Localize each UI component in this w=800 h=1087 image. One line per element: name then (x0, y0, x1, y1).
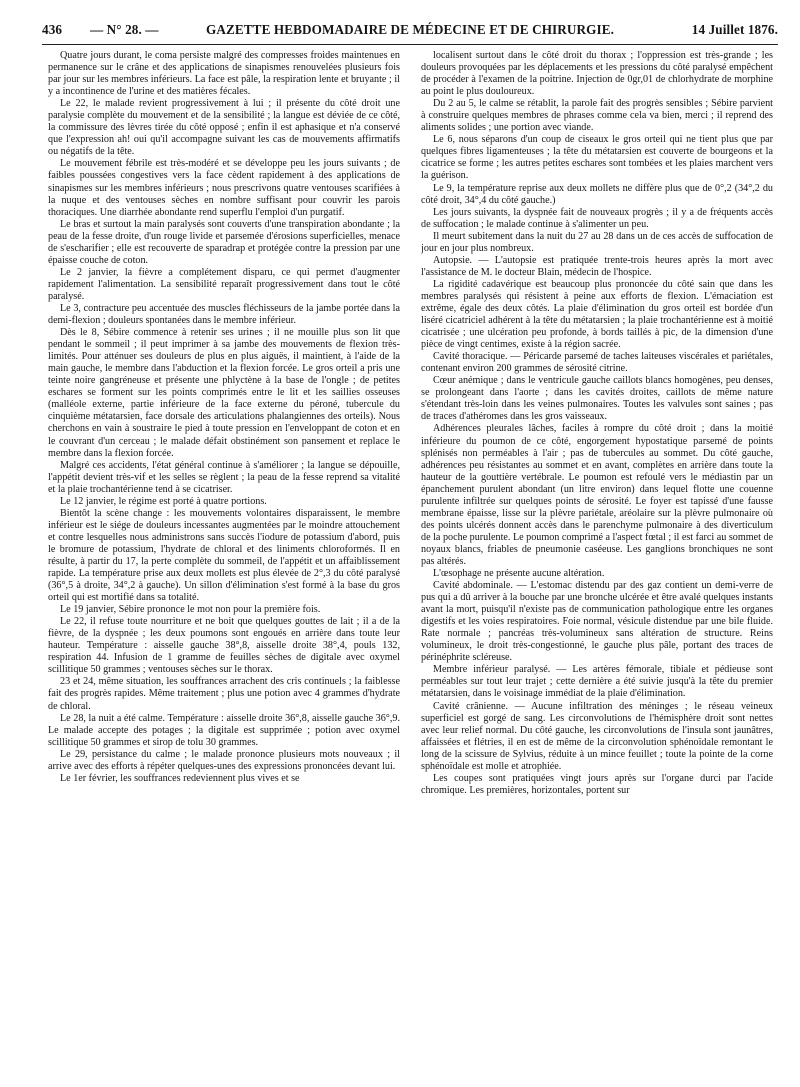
paragraph: Le 6, nous séparons d'un coup de ciseaux le gros orteil qui ne tient plus que par quelques fibres ligamenteuses ; la tête du métatarsien est couverte de bourgeons et la cicatrice se forme ; les autres petites eschares sont tombées et les plaies marchent vers la guérison. (421, 134, 773, 182)
paragraph: Le 3, contracture peu accentuée des muscles fléchisseurs de la jambe portée dans la demi-flexion ; douleurs spontanées dans le membre inférieur. (48, 302, 400, 327)
issue-date: 14 Juillet 1876. (691, 22, 778, 37)
paragraph: Le 2 janvier, la fièvre a complétement disparu, ce qui permet d'augmenter rapidement l'alimentation. La sensibilité reparaît progressivement dans tout le côté paralysé. (48, 266, 400, 302)
paragraph: Il meurt subitement dans la nuit du 27 au 28 dans un de ces accès de suffocation de jour en jour plus nombreux. (421, 230, 773, 254)
paragraph: Autopsie. — L'autopsie est pratiquée trente-trois heures après la mort avec l'assistance de M. le docteur Blain, médecin de l'hospice. (421, 254, 773, 278)
header-rule (42, 44, 778, 45)
paragraph: Le 1er février, les souffrances redeviennent plus vives et se (60, 772, 300, 784)
paragraph: Le 22, le malade revient progressivement à lui ; il présente du côté droit une paralysie complète du mouvement et de la sensibilité ; la langue est déviée de ce côté, la commissure des lèvres tirée du côté opposé ; enfin il est aphasique et n'a conservé que l'expression ah! oui qu'il accompagne suivant les cas de mouvements affirmatifs ou négatifs de la tête. (48, 98, 400, 158)
paragraph: La rigidité cadavérique est beaucoup plus prononcée du côté sain que dans les membres paralysés qui résistent à peine aux efforts de flexion. L'émaciation est extrême, égale des deux côtés. La plaie d'élimination du gros orteil est bordée d'un liséré cicatriciel adhérent à la tête du métatarsien ; la plaie trochantérienne est à moitié cicatrisée ; une ulcération peu profonde, à bords taillés à pic, de la dimension d'une pièce de vingt centimes, existe à la région sacrée. (421, 278, 773, 351)
paragraph: Bientôt la scène change : les mouvements volontaires disparaissent, le membre inférieur est le siége de douleurs incessantes augmentées par le moindre attouchement et contre lesquelles nous administrons sans succès l'iodure de potassium d'abord, puis le bromure de potassium, l'hydrate de chloral et des liniments chloroformés. Il en résulte, à partir du 17, la perte complète du sommeil, de l'appétit et un affaiblissement rapide. La température prise aux deux mollets est plus élevée de 2°,3 du côté paralysé (36°,5 à droite, 34°,2 à gauche). Un sillon d'élimination s'est formé à la base du gros orteil qui est mortifié dans sa totalité. (48, 507, 400, 604)
paragraph: Du 2 au 5, le calme se rétablit, la parole fait des progrès sensibles ; Sébire parvient à construire quelques membres de phrases comme cela va bien, merci ; il reprend des aliments solides ; une portion avec viande. (421, 98, 773, 134)
paragraph: Cavité abdominale. — L'estomac distendu par des gaz contient un demi-verre de pus qui a dû arriver à la bouche par une bronche ulcérée et être avalé quelques instants avant la mort, puisqu'il n'existe pas de communication pathologique entre les organes digestifs et les voies respiratoires. Foie normal, vésicule distendue par une bile fluide. Rate normale ; pancréas très-volumineux sans altération de structure. Reins volumineux, le droit très-congestionné, le gauche plus pâle, portant des traces de périnéphrite scléreuse. (421, 580, 773, 664)
paragraph: Cœur anémique ; dans le ventricule gauche caillots blancs homogènes, peu denses, se prolongeant dans l'aorte ; dans les cavités droites, caillots de même nature s'étendant très-loin dans les veines pulmonaires. Toutes les valvules sont saines ; pas de traces d'athéromes dans les gros vaisseaux. (421, 375, 773, 423)
paragraph: localisent surtout dans le côté droit du thorax ; l'oppression est très-grande ; les douleurs provoquées par les déplacements et les pressions du côté paralysé empêchent de procéder à l'examen de la poitrine. Injection de 0gr,01 de chlorhydrate de morphine au point le plus douloureux. (421, 50, 773, 98)
paragraph: 23 et 24, même situation, les souffrances arrachent des cris continuels ; la faiblesse fait des progrès rapides. Même traitement ; plus une potion avec 4 grammes d'hydrate de chloral. (48, 676, 400, 712)
paragraph: Quatre jours durant, le coma persiste malgré des compresses froides maintenues en permanence sur le crâne et des applications de sinapismes renouvelées plusieurs fois par jour sur les membres inférieurs. La face est pâle, la respiration lente et bruyante ; il y a incontinence de l'urine et des matières fécales. (48, 50, 400, 98)
paragraph: Le 22, il refuse toute nourriture et ne boit que quelques gouttes de lait ; il a de la fièvre, de la dyspnée ; les deux poumons sont engoués en arrière dans toute leur hauteur. Température : aisselle gauche 38°,8, aisselle droite 38°,4, pouls 132, respiration 44. Infusion de 1 gramme de feuilles sèches de digitale avec oxymel scillitique 50 grammes ; ventouses sèches sur le thorax. (48, 616, 400, 676)
paragraph: Les jours suivants, la dyspnée fait de nouveaux progrès ; il y a de fréquents accès de suffocation ; le malade continue à s'alimenter un peu. (421, 206, 773, 230)
paragraph: Cavité crânienne. — Aucune infiltration des méninges ; le réseau veineux superficiel est gorgé de sang. Les circonvolutions de l'hémisphère droit sont nettes avec leur relief normal. Du côté gauche, les circonvolutions de l'insula sont jaunâtres, affaissées et flétries, il en est de même de la circonvolution sphénoïdale remontant le long de la scissure de Sylvius, réduite à un mince feuillet ; toute la pointe de la corne sphénoïdale est molle et atrophiée. (421, 700, 773, 772)
page-number: 436 (42, 22, 63, 37)
paragraph: Dès le 8, Sébire commence à retenir ses urines ; il ne mouille plus son lit que pendant le sommeil ; il peut imprimer à sa jambe des mouvements de flexion très-limités. Pour atténuer ses douleurs de plus en plus aiguës, il maintient, à l'aide de la main gauche, le membre dans l'abduction et la flexion forcée. Le gros orteil a pris une teinte noire gangréneuse et présente une phlyctène à la base de l'ongle ; de petites eschares se forment sur les points comprimés entre le lit et les saillies osseuses (malléole externe, partie inférieure de la face externe du péroné, tubercule du cinquième métatarsien, face dorsale des articulations phalangiennes des orteils). Nous cherchons en vain à soustraire le pied à toute pression en l'enveloppant de coton et en le couvrant d'un cerceau ; le malade défait obstinément son pansement et replace le membre dans la flexion forcée. (48, 327, 400, 459)
paragraph: Cavité thoracique. — Péricarde parsemé de taches laiteuses viscérales et pariétales, contenant environ 200 grammes de sérosité citrine. (421, 351, 773, 375)
paragraph: Le mouvement fébrile est très-modéré et se développe peu les jours suivants ; de faibles poussées congestives vers la face cèdent rapidement à des applications de sinapismes sur les membres inférieurs ; nous prescrivons quatre ventouses scarifiées à la nuque et des ventouses sèches en nombre suffisant pour couvrir les parois thoraciques. Une diarrhée abondante rend superflu l'emploi d'un purgatif. (48, 158, 400, 218)
paragraph: Le 19 janvier, Sébire prononce le mot non pour la première fois. (60, 604, 321, 616)
paragraph: Le 28, la nuit a été calme. Température : aisselle droite 36°,8, aisselle gauche 36°,9. Le malade accepte des potages ; la digitale est supprimée ; potion avec oxymel scillitique 50 grammes et sirop de tolu 30 grammes. (48, 712, 400, 748)
paragraph: Malgré ces accidents, l'état général continue à s'améliorer ; la langue se dépouille, l'appétit devient très-vif et les selles se règlent ; la peau de la fesse reprend sa vitalité et la plaie trochantérienne tend à se cicatriser. (48, 459, 400, 495)
paragraph: Membre inférieur paralysé. — Les artères fémorale, tibiale et pédieuse sont perméables sur tout leur trajet ; cette dernière a été suivie jusqu'à la tête du premier métatarsien, dans le voisinage immédiat de la plaie d'élimination. (421, 664, 773, 700)
paragraph: L'œsophage ne présente aucune altération. (433, 568, 605, 580)
left-column (48, 50, 400, 1080)
paragraph: Le bras et surtout la main paralysés sont couverts d'une transpiration abondante ; la peau de la fesse droite, d'un rouge livide et parsemée d'érosions superficielles, menace de s'escharifier ; elle est recouverte de sparadrap et protégée contre la pression par une épaisse couche de coton. (48, 218, 400, 266)
right-column (421, 50, 773, 1080)
journal-title: GAZETTE HEBDOMADAIRE DE MÉDECINE ET DE CHIRURGIE. (206, 22, 615, 37)
page-header (42, 20, 778, 42)
paragraph: Le 9, la température reprise aux deux mollets ne diffère plus que de 0°,2 (34°,2 du côté droit, 34°,4 du côté gauche.) (421, 182, 773, 206)
paragraph: Adhérences pleurales lâches, faciles à rompre du côté droit ; dans la moitié inférieure du poumon de ce côté, engorgement hypostatique parsemé de points splénisés non perméables à l'air ; pas de tubercules au sommet. Du côté gauche, adhérences peu résistantes au sommet et en avant, complètes en arrière dans toute la hauteur de la gouttière vertébrale. Le poumon est refoulé vers le médiastin par un épanchement purulent abondant (un litre environ) dans lequel flotte une couenne purulente infiltrée sur quelques points de sérosité. Le foyer est tapissé d'une fausse membrane épaisse, lisse sur la plèvre pariétale, aréolaire sur la plèvre pulmonaire où des points ulcérés donnent accès dans le parenchyme pulmonaire à des diverticulum de la poche purulente. Le poumon comprimé a l'aspect fœtal ; il est farci au sommet de noyaux blancs, friables de pneumonie caséeuse. Les ganglions bronchiques ne sont pas altérés. (421, 423, 773, 567)
paragraph: Le 12 janvier, le régime est porté à quatre portions. (60, 495, 267, 507)
paragraph: Le 29, persistance du calme ; le malade prononce plusieurs mots nouveaux ; il arrive avec des efforts à répéter quelques-unes des expressions prononcées devant lui. (48, 748, 400, 772)
paragraph: Les coupes sont pratiquées vingt jours après sur l'organe durci par l'acide chromique. Les premières, horizontales, portent sur (421, 772, 773, 796)
issue-number: — N° 28. — (90, 22, 159, 37)
